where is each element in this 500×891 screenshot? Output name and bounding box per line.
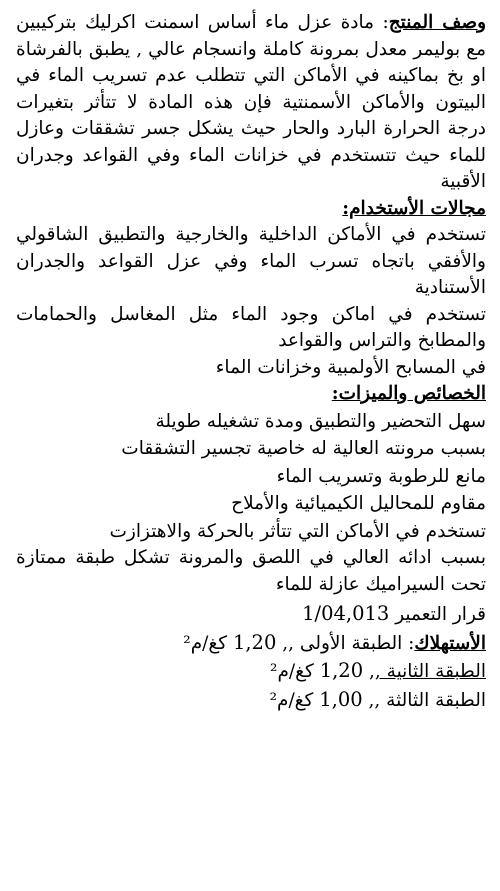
layer-label: الطبقة الثالثة ,,	[368, 689, 486, 711]
feature-item: تستخدم في الأماكن التي تتأثر بالحركة والاهتزازت	[109, 520, 486, 542]
usage-heading: مجالات الأستخدام:	[342, 197, 486, 219]
usage-item: تستخدم في اماكن وجود الماء مثل المغاسل والحمامات والمطابخ والتراس والقواعد	[16, 303, 486, 351]
decision-label: قرار التعمير	[395, 604, 486, 625]
description-heading: وصف المنتج	[388, 12, 486, 33]
layer-label: الطبقة الثانية ,,	[369, 661, 486, 682]
features-section	[16, 381, 486, 408]
feature-item: بسبب ادائه العالي في اللصق والمرونة تشكل طبقة ممتازة تحت السيراميك عازلة للماء	[16, 547, 486, 595]
layer-value: 1,20	[232, 630, 277, 654]
consumption-heading: الأستهلاك	[414, 632, 486, 654]
consumption-line-1: الأستهلاك: الطبقة الأولى ,, 1,20 كغ/م²	[183, 630, 486, 654]
consumption-line-2	[16, 657, 486, 686]
product-description: وصف المنتج: مادة عزل ماء أساس اسمنت اكرليك بتركيبين مع بوليمر معدل بمرونة كاملة وانسجام عالي , يطبق بالفرشاة او بخ بماكينه في الأماكن التي تتطلب عدم تسريب الماء في البيتون والأماكن الأسمنتية فإن هذه المادة لا تتأثر بتغيرات درجة الحرارة البارد والحار حيث يشكل جسر تشققات وعازل للماء حيث تتستخدم في خزانات الماء وفي القواعد وجدران الأقبية	[16, 12, 486, 192]
feature-item: مقاوم للمحاليل الكيميائية والأملاح	[231, 493, 486, 514]
layer-label: الطبقة الأولى ,,	[282, 632, 403, 654]
description-text: مادة عزل ماء أساس اسمنت اكرليك بتركيبين مع بوليمر معدل بمرونة كاملة وانسجام عالي , يطبق بالفرشاة او بخ بماكينه في الأماكن التي تتطلب عدم تسريب الماء في البيتون والأماكن الأسمنتية فإن هذه المادة لا تتأثر بتغيرات درجة الحرارة البارد والحار حيث يشكل جسر تشققات وعازل للماء حيث تتستخدم في خزانات الماء وفي القواعد وجدران الأقبية	[16, 12, 486, 192]
usage-item: تستخدم في الأماكن الداخلية والخارجية والتطبيق الشاقولي والأفقي باتجاه تسرب الماء وفي عزل القواعد والجدران الأستنادية	[16, 224, 486, 298]
decision-number: 1/04,013	[302, 602, 390, 625]
layer-value: 1,20	[319, 659, 364, 682]
feature-item: سهل التحضير والتطبيق ومدة تشغيله طويلة	[155, 410, 486, 432]
feature-item: مانع للرطوبة وتسريب الماء	[276, 465, 486, 487]
layer-unit: كغ/م²	[183, 632, 228, 654]
features-heading: الخصائص والميزات:	[331, 383, 486, 404]
usage-section	[16, 196, 486, 223]
layer-unit: كغ/م²	[269, 689, 314, 711]
decision-line	[16, 600, 486, 629]
layer-unit: كغ/م²	[270, 661, 314, 682]
layer-value: 1,00	[319, 687, 363, 711]
usage-item: في المسابح الأولمبية وخزانات الماء	[215, 356, 486, 378]
feature-item: بسبب مرونته العالية له خاصية تجسير التشققات	[121, 438, 486, 459]
consumption-line-3	[16, 686, 486, 715]
